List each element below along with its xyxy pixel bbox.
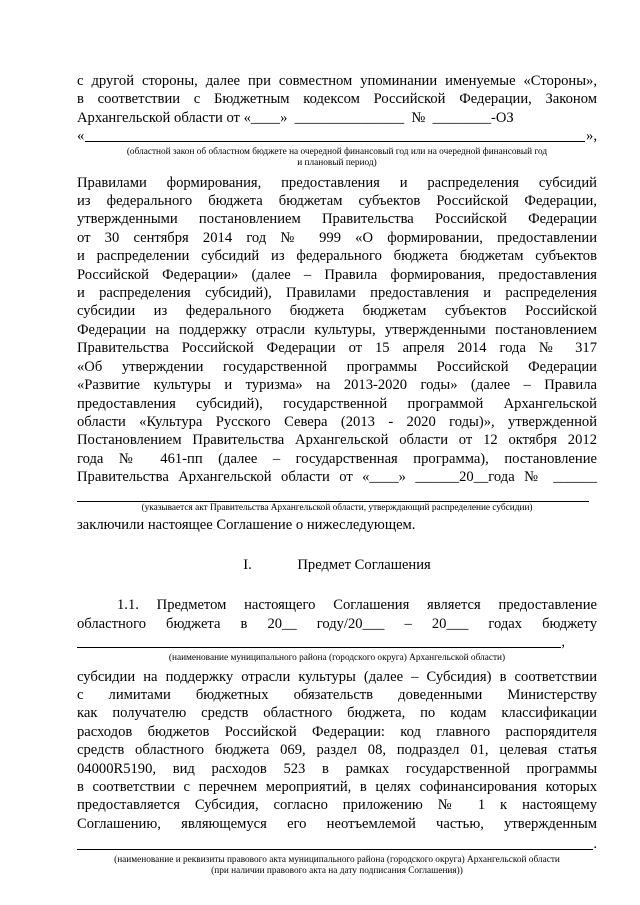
intro-line-4 <box>77 127 597 145</box>
intro-line-2: в соответствии с Бюджетным кодексом Российской Федерации, Законом <box>77 91 597 108</box>
rules-line: утвержденными постановлением Правительства Российской Федерации <box>77 211 597 228</box>
rules-line: от 30 сентября 2014 год № 999 «О формировании, предоставлении <box>77 229 597 246</box>
clause-cont-line: как получателю средств областного бюджета, по кодам классификации <box>77 705 597 722</box>
rules-line: области «Культура Русского Севера (2013 - 2020 годы)», утвержденной <box>77 413 597 430</box>
rules-line: предоставления субсидий), государственной программой Архангельской <box>77 395 597 412</box>
note-law-line-2: и плановый период) <box>297 157 377 168</box>
concluded-text: заключили настоящее Соглашение о нижеследующем. <box>77 516 416 533</box>
section-title: Предмет Соглашения <box>297 556 431 573</box>
rules-line: года № 461-пп (далее – государственная программа), постановление <box>77 450 597 467</box>
legal-act-line <box>77 835 597 853</box>
act-blank <box>77 501 589 502</box>
section-heading <box>77 556 597 574</box>
clause-cont-line: Соглашению, являющемуся его неотъемлемой частью, утвержденным <box>77 815 597 832</box>
quote-close: », <box>586 128 597 145</box>
note-municipality: (наименование муниципального района (городского округа) Архангельской области) <box>168 652 506 663</box>
rules-line: «Об утверждении государственной программы Российской Федерации <box>77 358 597 375</box>
note-legal-act-line-1: (наименование и реквизиты правового акта муниципального района (городского округа) Архангельской области <box>114 854 560 865</box>
rules-line: Правилами формирования, предоставления и распределения субсидий <box>77 174 597 191</box>
clause-cont-line: в соответствии с перечнем мероприятий, в целях софинансирования которых <box>77 779 597 795</box>
municipality-blank <box>77 647 561 648</box>
rules-line: из федерального бюджета бюджетам субъектов Российской Федерации, <box>77 193 597 210</box>
clause-line-3-end: , <box>561 634 565 651</box>
intro-line-1: с другой стороны, далее при совместном упоминании именуемые «Стороны», <box>77 73 597 89</box>
note-act: (указывается акт Правительства Архангельской области, утверждающий распределение субсидии) <box>141 502 533 513</box>
rules-line: Российской Федерации» (далее – Правила формирования, предоставления <box>77 266 597 283</box>
legal-act-blank <box>77 849 593 850</box>
rules-line: Федерации на поддержку отрасли культуры, утвержденными постановлением <box>77 321 597 338</box>
rules-line: и распределении субсидий из федерального бюджета бюджетам субъектов <box>77 248 597 265</box>
document-page <box>77 72 597 877</box>
clause-line-2: областного бюджета в 20__ году/20___ – 20___ годах бюджету <box>77 615 597 632</box>
rules-paragraph <box>77 174 597 487</box>
rules-line: «Развитие культуры и туризма» на 2013-2020 годы» (далее – Правила <box>77 377 597 394</box>
rules-line: Правительства Архангельской области от «____» ______20__года № ______ <box>77 469 597 486</box>
rules-line: и распределения субсидий), Правилами предоставления и распределения <box>77 285 597 302</box>
quote-open: « <box>77 128 85 145</box>
clause-line-3 <box>77 633 597 651</box>
note-legal-act-line-2: (при наличии правового акта на дату подписания Соглашения)) <box>211 865 463 876</box>
section-number: I. <box>243 556 252 573</box>
note-law-line-1: (областной закон об областном бюджете на очередной финансовый год или на очередной финансовый год <box>126 146 548 157</box>
clause-cont-line: субсидии на поддержку отрасли культуры (далее – Субсидия) в соответствии <box>77 668 597 685</box>
legal-act-end: . <box>593 836 597 853</box>
intro-line-3: Архангельской области от «____» _______________ № ________-ОЗ <box>77 109 514 126</box>
rules-line: Постановлением Правительства Архангельской области от 12 октября 2012 <box>77 432 597 449</box>
clause-cont-line: расходов бюджетов Российской Федерации: код главного распорядителя <box>77 723 597 740</box>
rules-line: Правительства Российской Федерации от 15 апреля 2014 года № 317 <box>77 340 597 357</box>
clause-continuation <box>77 668 597 834</box>
rules-line: субсидии из федерального бюджета бюджетам субъектов Российской <box>77 303 597 320</box>
clause-cont-line: 04000R5190, вид расходов 523 в рамках государственной программы <box>77 760 597 777</box>
law-name-blank <box>85 141 585 142</box>
clause-cont-line: средств областного бюджета 069, раздел 08, подраздел 01, целевая статья <box>77 742 597 759</box>
clause-cont-line: с лимитами бюджетных обязательств доведенными Министерству <box>77 686 597 703</box>
clause-line-1: 1.1. Предметом настоящего Соглашения является предоставление <box>117 597 597 614</box>
clause-cont-line: предоставляется Субсидия, согласно приложению № 1 к настоящему <box>77 797 597 814</box>
